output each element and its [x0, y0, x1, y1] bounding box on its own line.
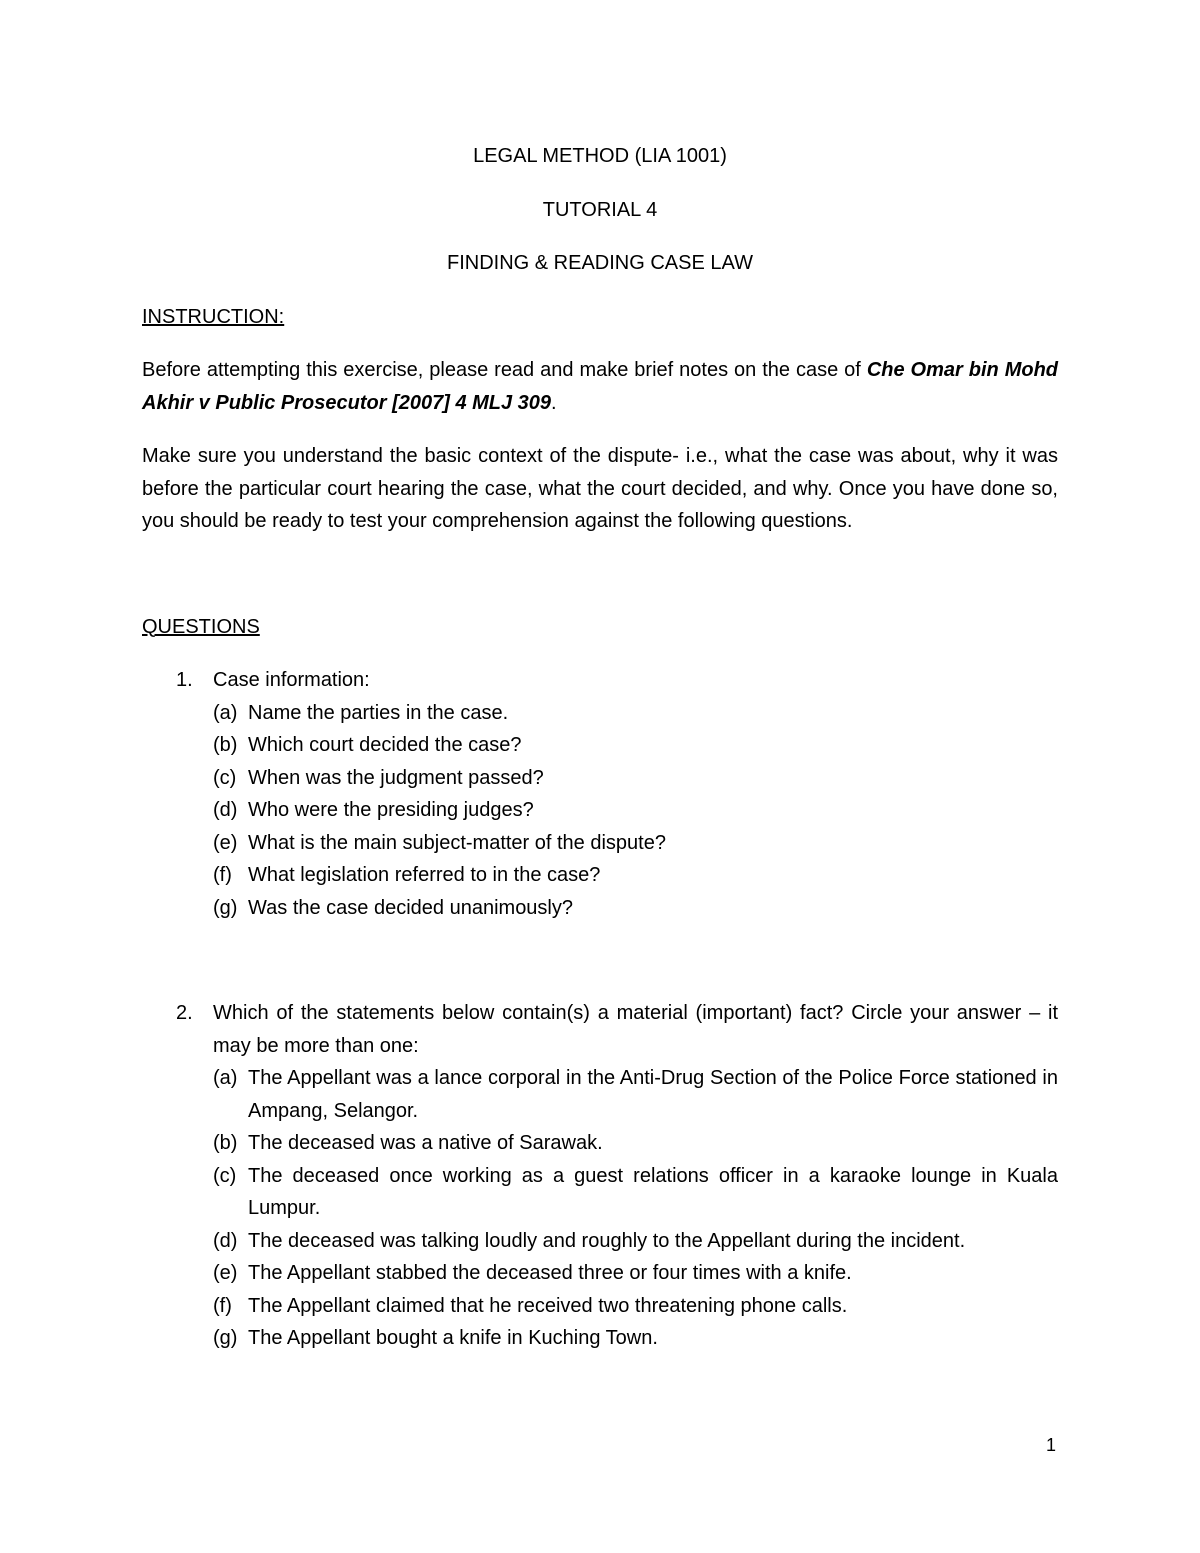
case-citation: Che Omar bin Mohd Akhir v Public Prosecutor [2007] 4 MLJ 309 — [142, 359, 1059, 414]
instruction-period: . — [551, 391, 557, 414]
topic-title: FINDING & READING CASE LAW — [447, 252, 753, 274]
sub-question-label: (b) — [213, 734, 238, 756]
statement-text: The Appellant stabbed the deceased three or four times with a knife. — [248, 1262, 852, 1284]
statement-text: The deceased once working as a guest relations officer in a karaoke lounge in Kuala Lumpur. — [248, 1164, 1058, 1219]
sub-question — [213, 794, 1058, 827]
statement-option — [213, 1062, 1058, 1127]
sub-question-text: Which court decided the case? — [248, 734, 522, 756]
instruction-text: Before attempting this exercise, please read and make brief notes on the case of — [142, 359, 867, 381]
statement-option — [213, 1290, 1058, 1323]
sub-question — [213, 729, 1058, 762]
sub-question — [213, 859, 1058, 892]
document-body — [142, 140, 1058, 1355]
sub-question — [213, 827, 1058, 860]
sub-question-text: Was the case decided unanimously? — [248, 896, 573, 919]
instruction-label: INSTRUCTION: — [142, 305, 285, 328]
statement-label: (f) — [213, 1294, 232, 1317]
question-number: 1. — [176, 669, 193, 691]
sub-question-label: (e) — [213, 831, 238, 854]
statement-text: The Appellant bought a knife in Kuching Town. — [248, 1327, 658, 1349]
statement-option — [213, 1127, 1058, 1160]
sub-question-label: (c) — [213, 766, 237, 789]
sub-question-text: Who were the presiding judges? — [248, 799, 534, 821]
sub-question-text: What is the main subject-matter of the dispute? — [248, 831, 666, 854]
statement-text: The Appellant was a lance corporal in the Anti-Drug Section of the Police Force stationed in Ampang, Selangor. — [248, 1067, 1058, 1122]
question-number: 2. — [176, 1002, 193, 1024]
page-number: 1 — [1046, 1435, 1057, 1455]
sub-question — [213, 697, 1058, 730]
course-title: LEGAL METHOD (LIA 1001) — [473, 145, 727, 167]
sub-question-text: Name the parties in the case. — [248, 701, 509, 724]
statement-label: (c) — [213, 1164, 237, 1187]
instruction-paragraph-1 — [142, 354, 1058, 419]
sub-question-label: (d) — [213, 799, 238, 821]
statement-option — [213, 1322, 1058, 1355]
questions-label: QUESTIONS — [142, 615, 260, 638]
sub-question-list — [213, 697, 1058, 925]
sub-question-text: When was the judgment passed? — [248, 766, 544, 789]
sub-question-label: (f) — [213, 864, 232, 886]
statement-text: The deceased was a native of Sarawak. — [248, 1132, 603, 1154]
sub-question-label: (a) — [213, 701, 238, 724]
statement-text: The Appellant claimed that he received two threatening phone calls. — [248, 1294, 848, 1317]
instruction-paragraph-2: Make sure you understand the basic context of the dispute- i.e., what the case was about, why it was before the particular court hearing the case, what the court decided, and why. Once you have done so, you should be ready to test your comprehension against the following questions. — [142, 445, 1058, 532]
sub-question-text: What legislation referred to in the case? — [248, 864, 601, 886]
statement-option — [213, 1257, 1058, 1290]
question-text: Which of the statements below contain(s) a material (important) fact? Circle your answer – it may be more than one: — [213, 1002, 1058, 1057]
sub-question-label: (g) — [213, 896, 238, 919]
statement-option — [213, 1225, 1058, 1258]
statement-label: (g) — [213, 1327, 238, 1349]
statement-label: (e) — [213, 1262, 238, 1284]
statement-label: (d) — [213, 1229, 238, 1252]
questions-list — [142, 664, 1058, 1355]
question-2 — [142, 997, 1058, 1355]
statement-label: (a) — [213, 1067, 238, 1089]
sub-question — [213, 762, 1058, 795]
tutorial-title: TUTORIAL 4 — [542, 198, 658, 221]
question-text: Case information: — [213, 669, 370, 691]
statement-list — [213, 1062, 1058, 1355]
statement-text: The deceased was talking loudly and roughly to the Appellant during the incident. — [248, 1229, 966, 1252]
question-1 — [142, 664, 1058, 924]
sub-question — [213, 892, 1058, 925]
statement-label: (b) — [213, 1132, 238, 1154]
statement-option — [213, 1160, 1058, 1225]
